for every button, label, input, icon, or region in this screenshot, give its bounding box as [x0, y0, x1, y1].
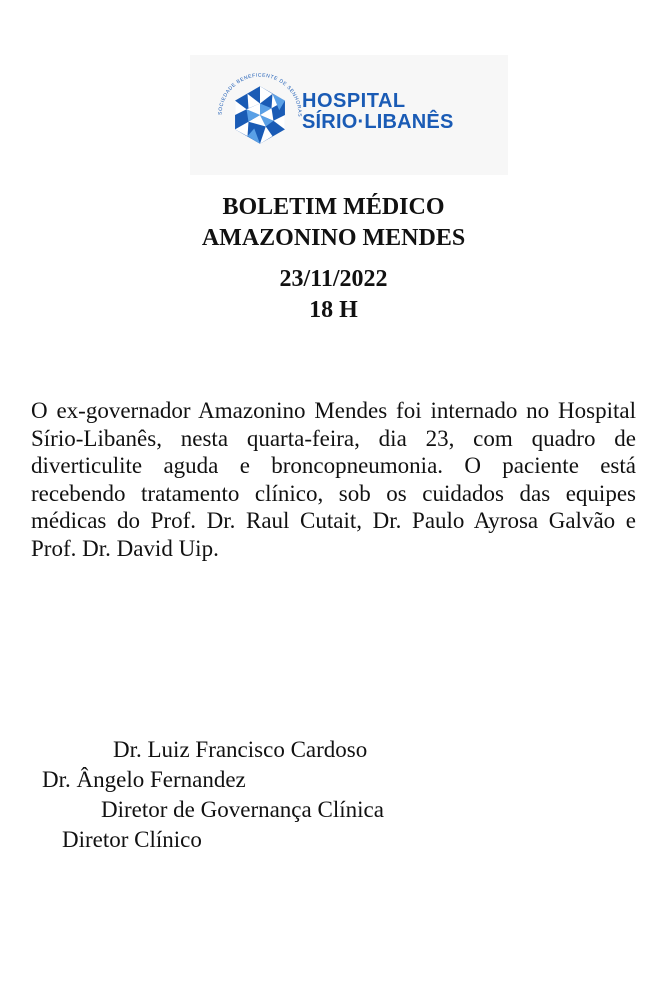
signature-name-cardoso: Dr. Luiz Francisco Cardoso — [113, 737, 368, 762]
hospital-logo — [190, 55, 508, 175]
logo-wordmark — [302, 91, 454, 133]
signature-name-fernandez: Dr. Ângelo Fernandez — [42, 767, 246, 792]
logo-ring-text: SOCIEDADE BENEFICENTE DE SENHORAS — [217, 72, 303, 118]
document-title — [0, 192, 667, 254]
signature-title-diretor-clinico: Diretor Clínico — [62, 827, 202, 852]
document-datetime — [0, 264, 667, 326]
title-line-boletim: BOLETIM MÉDICO — [222, 194, 445, 220]
bulletin-paragraph: O ex-governador Amazonino Mendes foi internado no Hospital Sírio-Libanês, nesta quarta-feira, dia 23, com quadro de diverticulite aguda e broncopneumonia. O paciente está recebendo tratamento clínico, sob os cuidados das equipes médicas do Prof. Dr. Raul Cutait, Dr. Paulo Ayrosa Galvão e Prof. Dr. David Uip. — [31, 398, 636, 561]
document-time: 18 H — [309, 297, 358, 323]
logo-line-sirio-libanes: SÍRIO·LIBANÊS — [302, 111, 454, 133]
title-line-patient: AMAZONINO MENDES — [201, 225, 466, 251]
hospital-emblem-icon — [212, 67, 308, 163]
signature-title-governanca: Diretor de Governança Clínica — [101, 797, 384, 822]
logo-line-hospital: HOSPITAL — [302, 90, 406, 112]
document-date: 23/11/2022 — [279, 266, 388, 292]
